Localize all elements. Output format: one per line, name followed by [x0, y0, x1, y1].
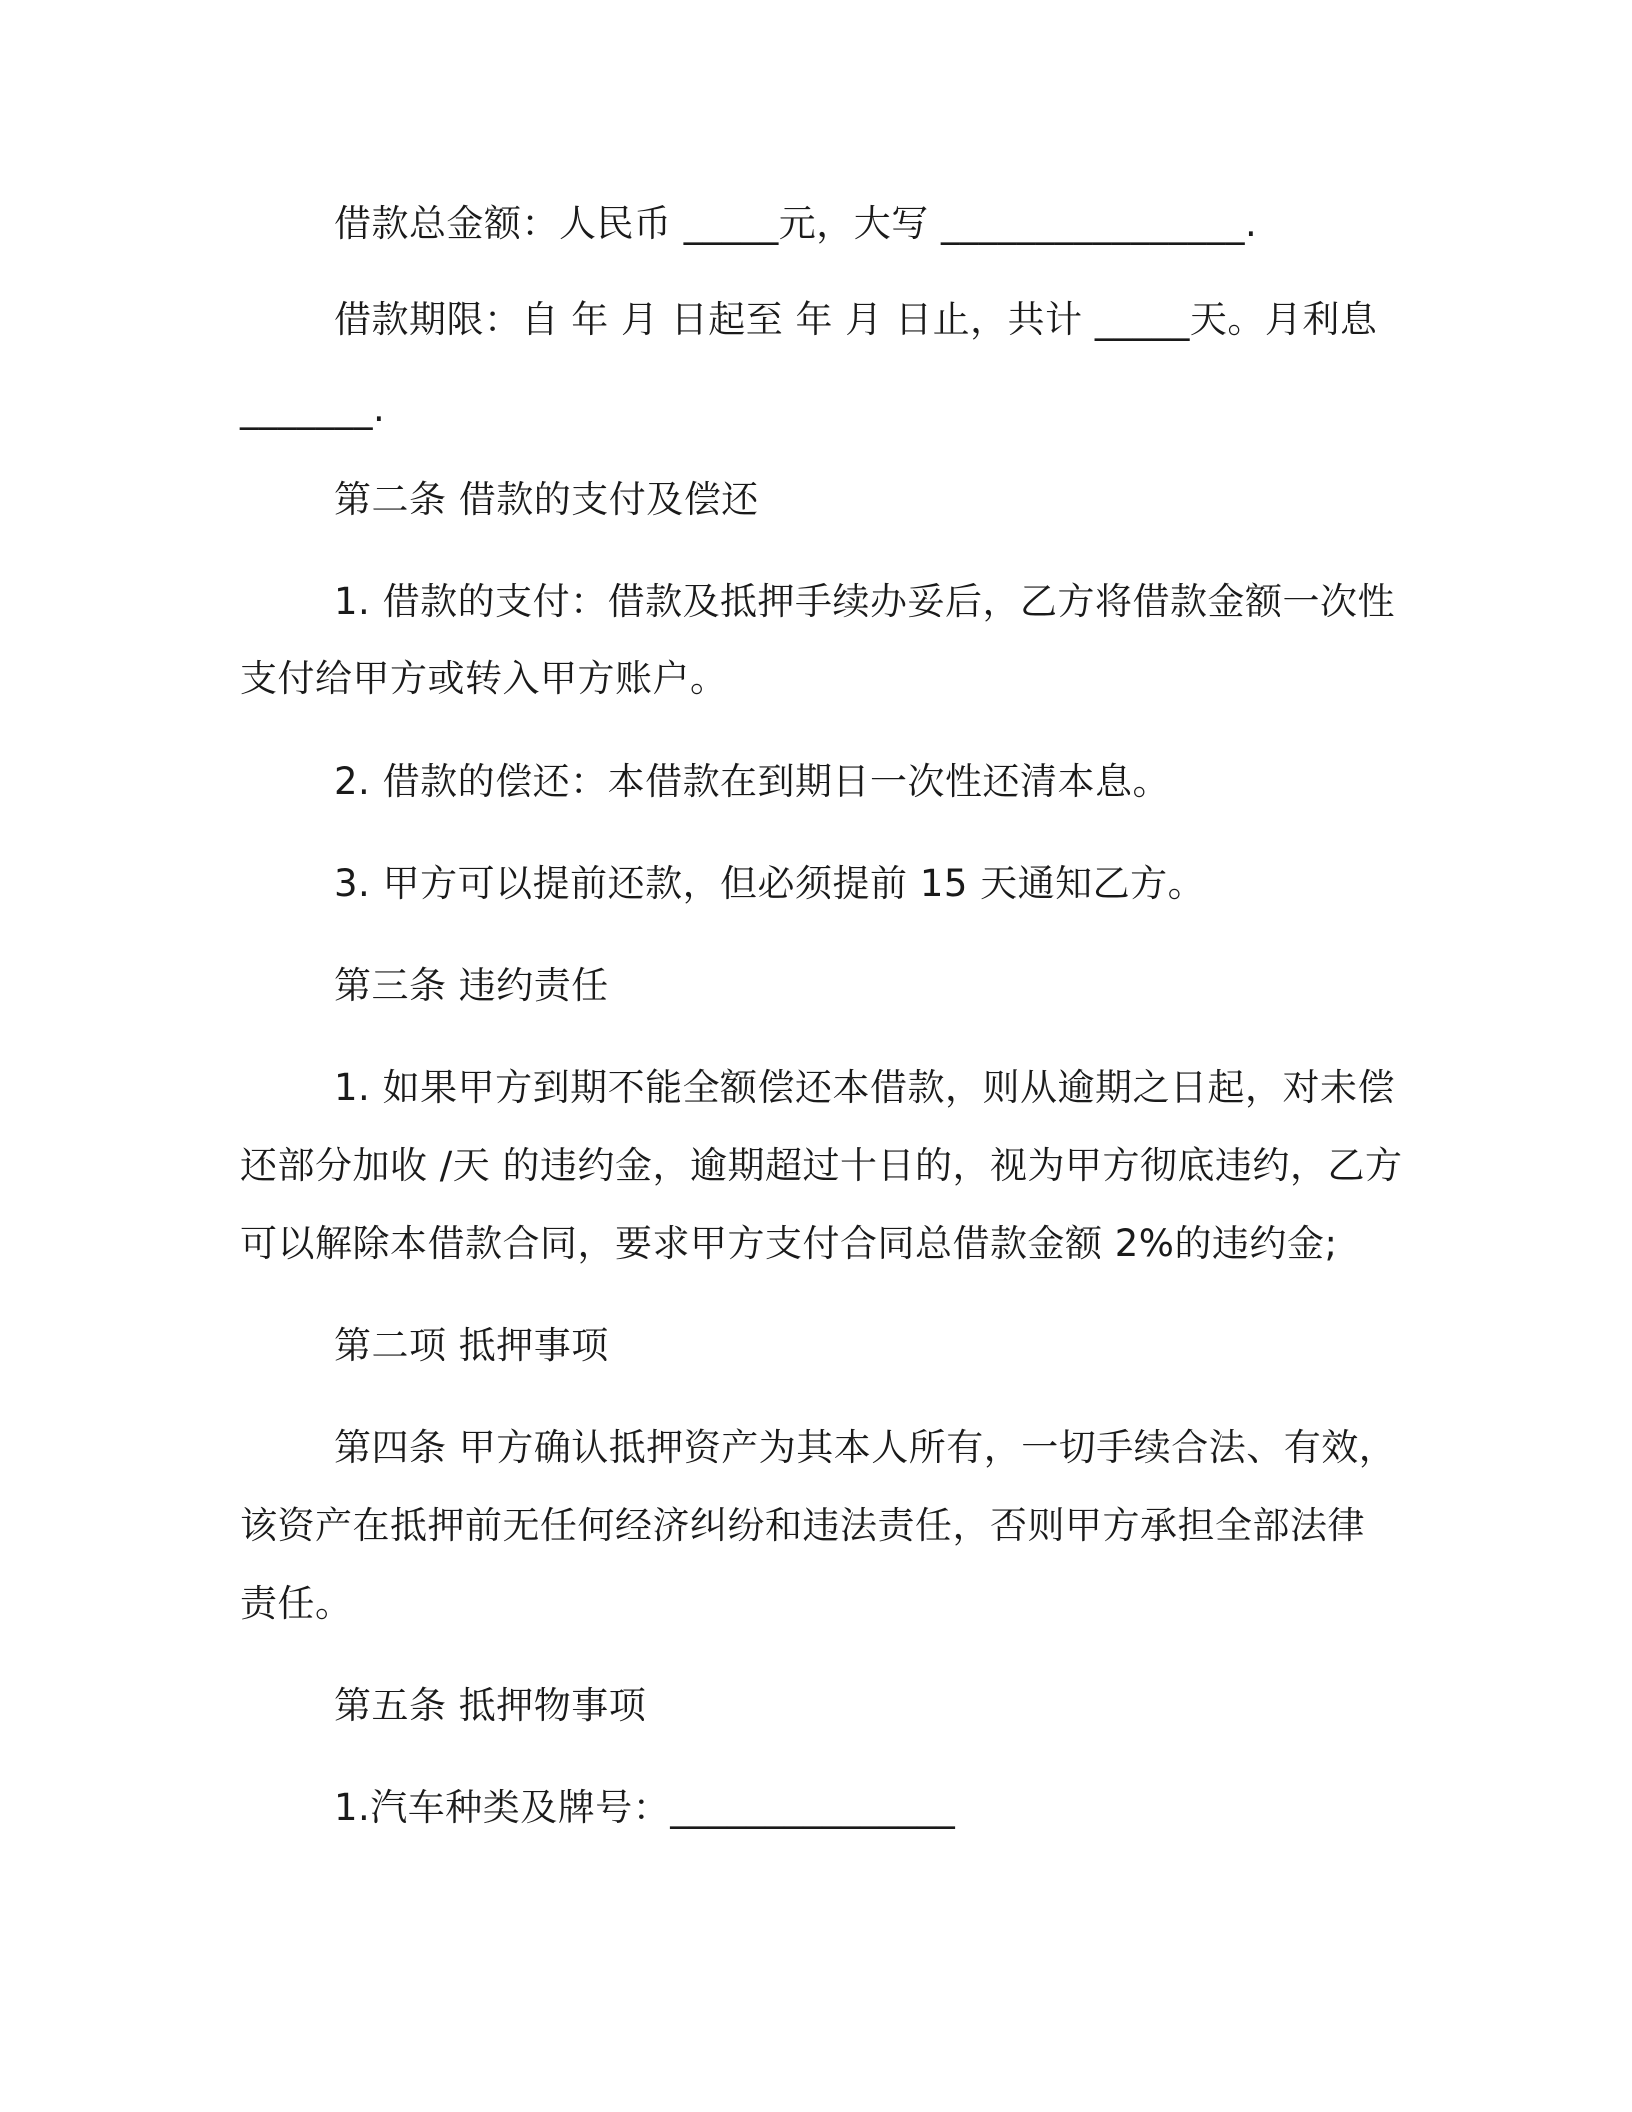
article-2-item-1: 1. 借款的支付：借款及抵押手续办妥后，乙方将借款金额一次性 — [334, 580, 1396, 623]
article-3-item-1: 1. 如果甲方到期不能全额偿还本借款，则从逾期之日起，对未偿 — [334, 1066, 1396, 1109]
loan-amount-line: 借款总金额：人民币 _____元，大写 ________________. — [334, 202, 1258, 245]
article-4-line-2: 该资产在抵押前无任何经济纠纷和违法责任，否则甲方承担全部法律 — [240, 1504, 1365, 1547]
article-3-item-1-cont-a: 还部分加收 /天 的违约金，逾期超过十日的，视为甲方彻底违约，乙方 — [240, 1144, 1403, 1187]
article-3-item-1-cont-b: 可以解除本借款合同，要求甲方支付合同总借款金额 2%的违约金; — [240, 1222, 1338, 1265]
article-4-line-3: 责任。 — [240, 1582, 353, 1625]
article-3-heading: 第三条 违约责任 — [334, 964, 609, 1007]
monthly-interest-line: _______. — [240, 387, 386, 430]
section-2-heading: 第二项 抵押事项 — [334, 1324, 609, 1367]
article-5-item-1: 1.汽车种类及牌号：_______________ — [334, 1786, 956, 1829]
article-2-heading: 第二条 借款的支付及偿还 — [334, 478, 759, 521]
article-2-item-1-cont: 支付给甲方或转入甲方账户。 — [240, 657, 728, 700]
article-2-item-3: 3. 甲方可以提前还款，但必须提前 15 天通知乙方。 — [334, 862, 1206, 905]
loan-term-line: 借款期限：自 年 月 日起至 年 月 日止，共计 _____天。月利息 — [334, 298, 1378, 341]
article-4-line-1: 第四条 甲方确认抵押资产为其本人所有，一切手续合法、有效， — [334, 1426, 1397, 1469]
article-5-heading: 第五条 抵押物事项 — [334, 1684, 647, 1727]
article-2-item-2: 2. 借款的偿还：本借款在到期日一次性还清本息。 — [334, 760, 1171, 803]
